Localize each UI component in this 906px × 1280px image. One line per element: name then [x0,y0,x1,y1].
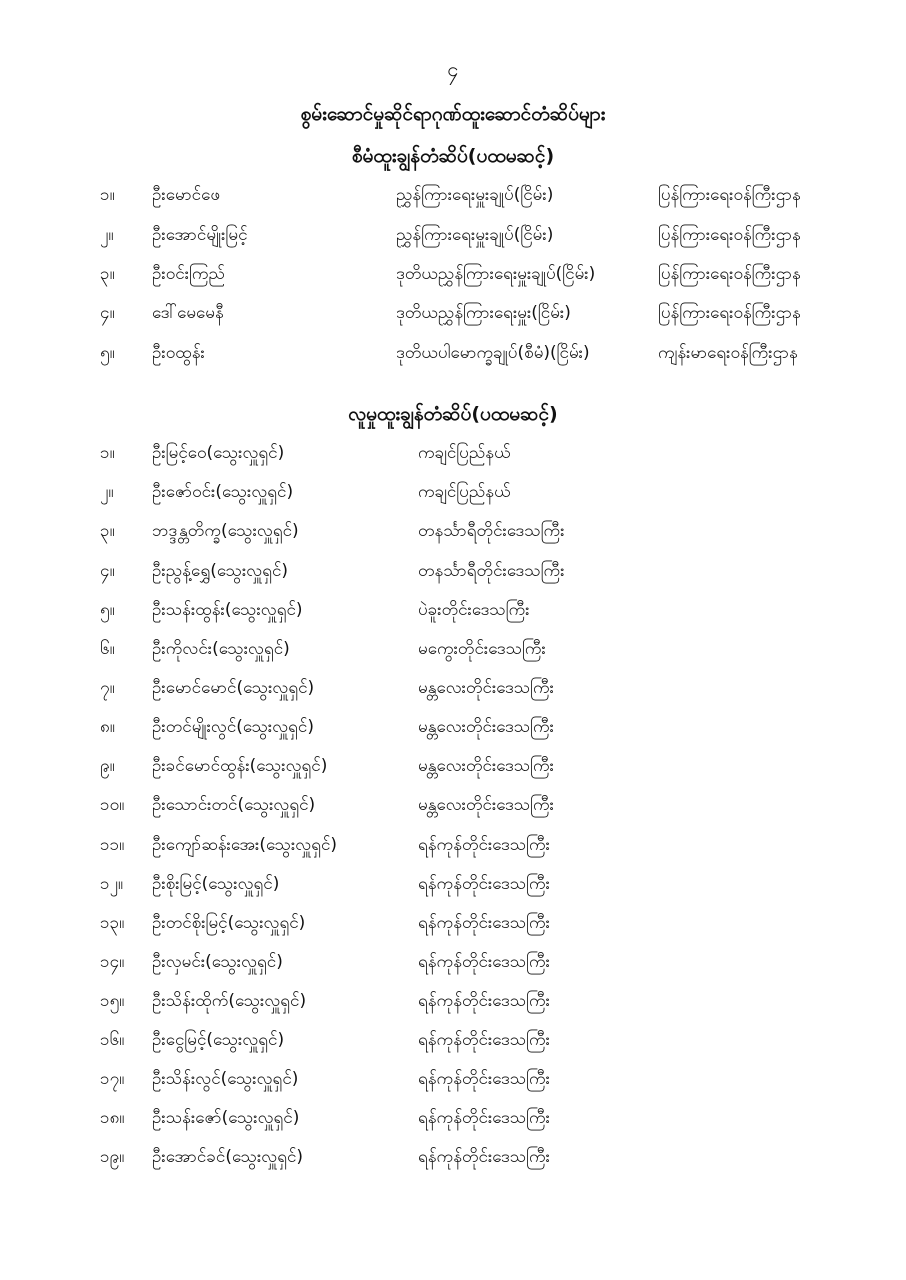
list-item [0,224,906,254]
list-item [0,184,906,214]
item-number: ၁၁။ [100,835,125,855]
list-item [0,990,906,1020]
item-number: ၁၅။ [100,991,125,1011]
item-department: ပြန်ကြားရေးဝန်ကြီးဌာန [658,303,801,323]
item-post: ဒုတိယညွှန်ကြားရေးမှူးချုပ်(ငြိမ်း) [396,264,596,284]
list-item [0,442,906,472]
item-number: ၄။ [100,561,115,581]
list-item [0,302,906,332]
item-region: တနင်္သာရီတိုင်းဒေသကြီး [418,561,565,581]
item-name: ဦးဝထွန်း [152,343,205,363]
item-number: ၁၀။ [100,795,125,815]
item-name: ဦးမောင်မောင်(သွေးလှူရှင်) [152,678,315,698]
item-number: ၂။ [100,225,114,245]
item-region: ရန်ကုန်တိုင်းဒေသကြီး [418,1147,550,1167]
list-item [0,716,906,746]
item-name: ဘဒ္ဒန္တတိက္ခ(သွေးလှူရှင်) [152,521,299,541]
item-region: မန္တလေးတိုင်းဒေသကြီး [418,717,554,737]
item-number: ၆။ [100,639,115,659]
item-department: ပြန်ကြားရေးဝန်ကြီးဌာန [658,225,801,245]
item-post: ညွှန်ကြားရေးမှူးချုပ်(ငြိမ်း) [396,225,554,245]
item-region: ရန်ကုန်တိုင်းဒေသကြီး [418,913,550,933]
item-post: ဒုတိယပါမောက္ခချုပ်(စီမံ)(ငြိမ်း) [396,343,590,363]
page-title: စွမ်းဆောင်မှုဆိုင်ရာဂုဏ်ထူးဆောင်တံဆိပ်များ [300,103,606,125]
item-number: ၁၆။ [100,1030,125,1050]
list-item [0,481,906,511]
page-number: ၄ [447,57,459,81]
item-number: ၁။ [100,443,115,463]
item-number: ၁၃။ [100,913,125,933]
item-name: ဦးစိုးမြင့်(သွေးလှူရှင်) [152,874,280,894]
item-number: ၄။ [100,303,115,323]
list-item [0,1107,906,1137]
item-region: ကချင်ပြည်နယ် [418,443,511,463]
item-name: ဒေါ်မေမေနီ [152,303,224,323]
list-item [0,1029,906,1059]
item-region: ရန်ကုန်တိုင်းဒေသကြီး [418,1069,550,1089]
list-item [0,638,906,668]
list-item [0,834,906,864]
item-post: ညွှန်ကြားရေးမှူးချုပ်(ငြိမ်း) [396,185,554,205]
item-region: ရန်ကုန်တိုင်းဒေသကြီး [418,1108,550,1128]
list-item [0,912,906,942]
item-region: ပဲခူးတိုင်းဒေသကြီး [418,600,530,620]
item-name: ဦးသန်းထွန်း(သွေးလှူရှင်) [152,600,303,620]
item-number: ၅။ [100,600,115,620]
item-number: ၁၄။ [100,952,125,972]
item-region: ရန်ကုန်တိုင်းဒေသကြီး [418,874,550,894]
item-region: မန္တလေးတိုင်းဒေသကြီး [418,678,554,698]
list-item [0,1068,906,1098]
item-name: ဦးကိုလင်း(သွေးလှူရှင်) [152,639,290,659]
item-name: ဦးခင်မောင်ထွန်း(သွေးလှူရှင်) [152,756,328,776]
item-name: ဦးသိန်းထိုက်(သွေးလှူရှင်) [152,991,307,1011]
list-item [0,342,906,372]
item-region: မန္တလေးတိုင်းဒေသကြီး [418,795,554,815]
item-region: ကချင်ပြည်နယ် [418,482,511,502]
list-item [0,755,906,785]
list-item [0,873,906,903]
item-number: ၃။ [100,264,115,284]
item-region: မန္တလေးတိုင်းဒေသကြီး [418,756,554,776]
item-name: ဦးညွန့်ရွှေ(သွေးလှူရှင်) [152,561,289,581]
item-number: ၁၉။ [100,1147,125,1167]
item-name: ဦးဇော်ဝင်း(သွေးလှူရှင်) [152,482,294,502]
item-number: ၉။ [100,756,115,776]
item-number: ၁၂။ [100,874,124,894]
item-department: ကျန်းမာရေးဝန်ကြီးဌာန [658,343,798,363]
item-name: ဦးကျော်ဆန်းအေး(သွေးလှူရှင်) [152,835,338,855]
section1-heading: စီမံထူးချွန်တံဆိပ်(ပထမဆင့်) [351,145,555,167]
item-name: ဦးတင်မျိုးလွင်(သွေးလှူရှင်) [152,717,314,737]
list-item [0,599,906,629]
item-name: ဦးအောင်ခင်(သွေးလှူရှင်) [152,1147,304,1167]
item-name: ဦးသန်းဇော်(သွေးလှူရှင်) [152,1108,300,1128]
item-name: ဦးမြင့်ဝေ(သွေးလှူရှင်) [152,443,285,463]
section2-heading: လူမှုထူးချွန်တံဆိပ်(ပထမဆင့်) [348,403,558,425]
list-item [0,263,906,293]
list-item [0,1146,906,1176]
item-post: ဒုတိယညွှန်ကြားရေးမှူး(ငြိမ်း) [396,303,571,323]
list-item [0,951,906,981]
item-number: ၂။ [100,482,114,502]
item-number: ၇။ [100,678,115,698]
item-name: ဦးတင်စိုးမြင့်(သွေးလှူရှင်) [152,913,306,933]
item-number: ၁၇။ [100,1069,125,1089]
item-number: ၁။ [100,185,115,205]
item-number: ၈။ [100,717,115,737]
item-region: ရန်ကုန်တိုင်းဒေသကြီး [418,1030,550,1050]
item-department: ပြန်ကြားရေးဝန်ကြီးဌာန [658,185,801,205]
item-name: ဦးဝင်းကြည် [152,264,225,284]
item-number: ၅။ [100,343,115,363]
item-name: ဦးမောင်ဖေ [152,185,221,205]
item-number: ၁၈။ [100,1108,125,1128]
list-item [0,560,906,590]
item-region: မကွေးတိုင်းဒေသကြီး [418,639,546,659]
item-name: ဦးငွေမြင့်(သွေးလှူရှင်) [152,1030,285,1050]
item-region: ရန်ကုန်တိုင်းဒေသကြီး [418,835,550,855]
list-item [0,794,906,824]
item-name: ဦးအောင်မျိုးမြင့် [152,225,248,245]
item-region: ရန်ကုန်တိုင်းဒေသကြီး [418,991,550,1011]
item-name: ဦးသိန်းလွင်(သွေးလှူရှင်) [152,1069,299,1089]
item-name: ဦးသောင်းတင်(သွေးလှူရှင်) [152,795,316,815]
list-item [0,520,906,550]
item-name: ဦးလှမင်း(သွေးလှူရှင်) [152,952,283,972]
item-region: တနင်္သာရီတိုင်းဒေသကြီး [418,521,565,541]
item-number: ၃။ [100,521,115,541]
list-item [0,677,906,707]
item-region: ရန်ကုန်တိုင်းဒေသကြီး [418,952,550,972]
item-department: ပြန်ကြားရေးဝန်ကြီးဌာန [658,264,801,284]
